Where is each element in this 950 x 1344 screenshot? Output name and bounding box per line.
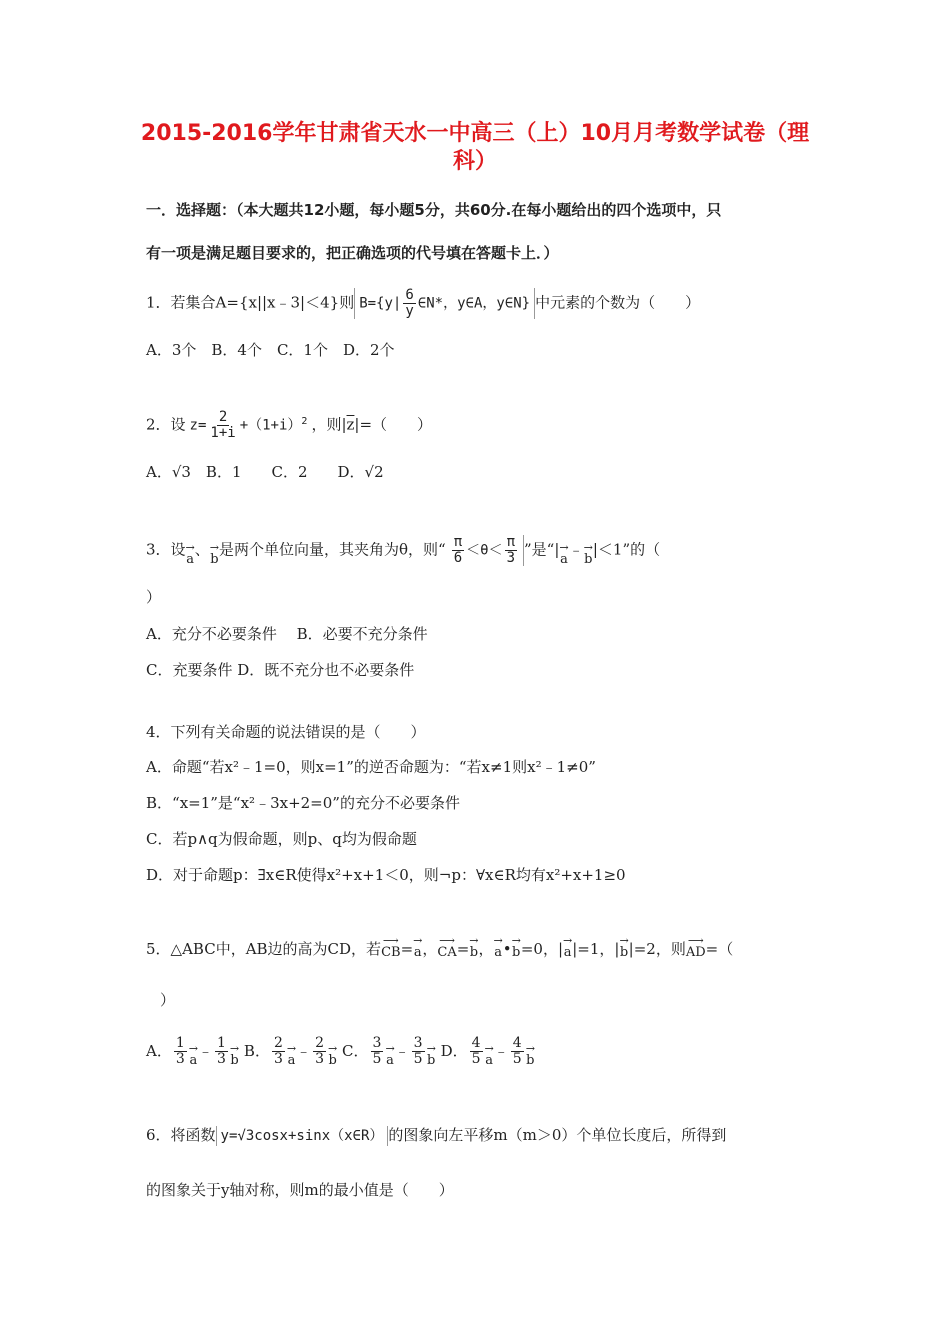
question-4-option-d: D．对于命题p：∃x∈R使得x²+x+1＜0，则¬p：∀x∈R均有x²+x+1≥0 xyxy=(146,866,626,884)
question-5-stem: 5．△ABC中，AB边的高为CD，若 ⟶ CB = → a ， ⟶ CA = → b ， → a • → b =0，| → a |=1，| → b |=2，则 ⟶ AD =（ xyxy=(146,934,734,960)
q5-option-a: A． $\frac{1}{3}$ → a ﹣ $\frac{1}{3}$ → b xyxy=(146,1035,240,1068)
question-4-option-a: A．命题“若x²﹣1=0，则x=1”的逆否命题为：“若x≠1则x²﹣1≠0” xyxy=(146,758,596,776)
q5-option-b: B． $\frac{2}{3}$ → a ﹣ $\frac{2}{3}$ → b xyxy=(243,1035,338,1068)
question-4-stem: 4．下列有关命题的说法错误的是（ ） xyxy=(146,723,426,741)
q5-option-c: C． $\frac{3}{5}$ → a ﹣ $\frac{3}{5}$ → b xyxy=(342,1035,436,1068)
q3-theta-range: $\frac{\pi}{6}$ ＜θ＜ $\frac{\pi}{3}$ xyxy=(446,535,524,566)
question-3-close: ） xyxy=(146,588,162,606)
q1-set-formula: B={y| $\frac{6}{y}$ ∈N*，y∈A，y∈N} xyxy=(354,288,535,319)
question-6-line2: 的图象关于y轴对称，则m的最小值是（ ） xyxy=(146,1181,454,1199)
question-2-options: A．√3 B．1 C．2 D．√2 xyxy=(146,463,384,481)
q1-pre: 1．若集合A={x||x﹣3|＜4}则 xyxy=(146,293,355,312)
question-1-stem xyxy=(146,288,700,319)
section-heading-line1: 一．选择题：（本大题共12小题，每小题5分，共60分.在每小题给出的四个选项中，只 xyxy=(146,201,722,219)
q2-formula: z= $\frac{2}{1+i}$ $+(1+i)^2$ xyxy=(189,409,308,441)
q3-vector-a: → a xyxy=(185,541,195,567)
q5-vector-ad: ⟶ AD xyxy=(685,934,706,960)
section-heading-line2: 有一项是满足题目要求的，把正确选项的代号填在答题卡上．） xyxy=(146,244,559,262)
question-3-stem: 3．设 → a 、 → b 是两个单位向量，其夹角为θ，则“ $\frac{\pi}{6}$ ＜θ＜ $\frac{\pi}{3}$ ”是“| → a ﹣ → b |＜1”的（ xyxy=(146,534,661,567)
q5-option-d: D． $\frac{4}{5}$ → a ﹣ $\frac{4}{5}$ → b xyxy=(440,1035,535,1068)
question-3-options-ab: A．充分不必要条件 B．必要不充分条件 xyxy=(146,625,428,643)
q5-vector-cb: ⟶ CB xyxy=(381,934,401,960)
question-2-stem: 2．设 z= $\frac{2}{1+i}$ $+(1+i)^2$ ，则$|\overline{z}|=$（ ） xyxy=(146,409,433,441)
question-4-option-c: C．若p∧q为假命题，则p、q均为假命题 xyxy=(146,830,417,848)
question-6-stem: 6．将函数 y=√3cosx+sinx（x∈R） 的图象向左平移m（m＞0）个单位长度后，所得到 xyxy=(146,1126,727,1144)
q3-vector-b: → b xyxy=(209,541,219,567)
question-3-options-cd: C．充要条件 D．既不充分也不必要条件 xyxy=(146,661,415,679)
question-5-options xyxy=(146,1036,535,1067)
q6-function-formula: y=√3cosx+sinx（x∈R） xyxy=(216,1126,389,1146)
question-1-options: A．3个 B．4个 C．1个 D．2个 xyxy=(146,341,395,359)
q5-vector-ca: ⟶ CA xyxy=(437,934,457,960)
q2-z-conjugate: $\overline{z}$ xyxy=(346,415,355,434)
question-4-option-b: B．“x=1”是“x²﹣3x+2=0”的充分不必要条件 xyxy=(146,794,460,812)
question-5-close: ） xyxy=(160,991,176,1009)
q1-post: 中元素的个数为（ ） xyxy=(535,293,701,312)
page-title: 2015-2016学年甘肃省天水一中高三（上）10月月考数学试卷（理科） xyxy=(140,121,810,174)
